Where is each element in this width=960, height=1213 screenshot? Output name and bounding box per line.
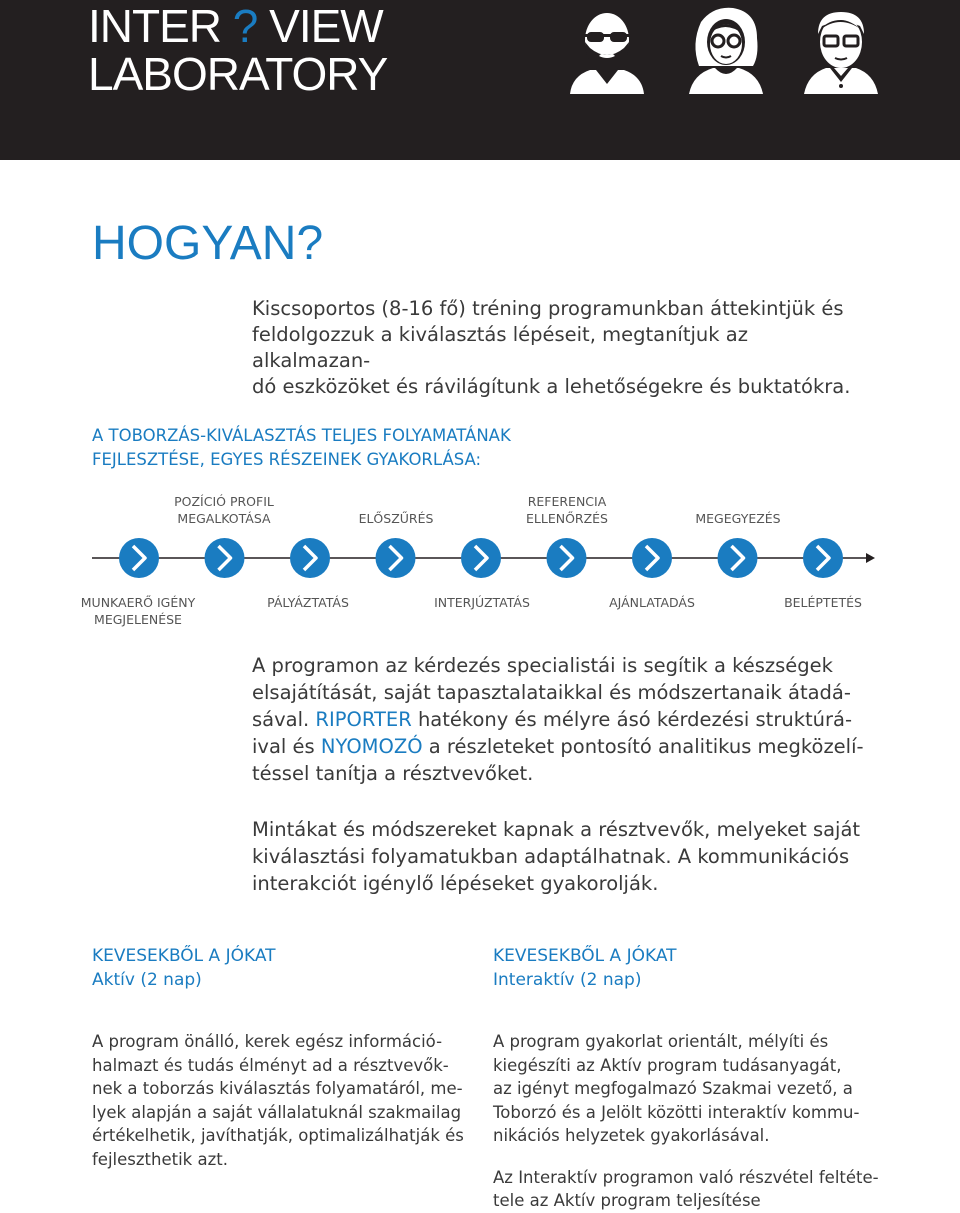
- description-line: A program gyakorlat orientált, mélyíti és: [493, 1032, 829, 1051]
- program-heading: KEVESEKBŐL A JÓKAT: [92, 946, 276, 966]
- step-label-munkaero-igeny: [53, 594, 223, 628]
- step-label-line: BELÉPTETÉS: [784, 595, 862, 610]
- description-line: A program önálló, kerek egész információ-: [92, 1032, 443, 1051]
- step-label-interjuztatas: [397, 594, 567, 611]
- intro-line: Kiscsoportos (8-16 fő) tréning programunkban áttekintjük és: [252, 297, 844, 320]
- paragraph-line: kiválasztási folyamatukban adaptálhatnak. A kommunikációs: [252, 845, 850, 868]
- paragraph-line: téssel tanítja a résztvevőket.: [252, 762, 534, 785]
- paragraph-text: ival és: [252, 735, 315, 758]
- paragraph-line: [252, 733, 872, 760]
- program-aktiv: [92, 944, 482, 1171]
- step-label-line: AJÁNLATADÁS: [609, 595, 695, 610]
- chevron-right-icon: [205, 538, 245, 578]
- step-label-palyaztatas: [223, 594, 393, 611]
- step-label-referencia: [482, 493, 652, 527]
- chevron-right-icon: [632, 538, 672, 578]
- description-line: tele az Aktív program teljesítése: [493, 1191, 761, 1210]
- description-line: halmazt és tudás élményt ad a résztvevők-: [92, 1055, 449, 1075]
- riporter-highlight: RIPORTER: [315, 708, 412, 731]
- description-line: kiegészíti az Aktív program tudásanyagát,: [493, 1055, 842, 1075]
- description-line: fejleszthetik azt.: [92, 1149, 228, 1169]
- chevron-right-icon: [547, 538, 587, 578]
- intro-paragraph: [252, 296, 872, 400]
- step-label-line: MEGALKOTÁSA: [177, 511, 271, 526]
- paragraph-line: A programon az kérdezés specialistái is segítik a készségek: [252, 654, 833, 677]
- timeline-arrowhead-icon: [866, 553, 875, 563]
- step-label-line: REFERENCIA: [527, 494, 607, 509]
- paragraph-text: a részleteket pontosító analitikus megközelí-: [428, 735, 864, 758]
- step-label-ajanlatadas: [567, 594, 737, 611]
- step-label-line: MUNKAERŐ IGÉNY: [80, 595, 196, 610]
- specialists-paragraph: [252, 652, 872, 787]
- program-requirement: [493, 1166, 883, 1213]
- woman-glasses-icon: [685, 4, 767, 94]
- man-glasses-collar-icon: [800, 4, 882, 94]
- description-line: lyek alapján a saját vállalatuknál szakmailag: [92, 1102, 462, 1122]
- intro-line: feldolgozzuk a kiválasztás lépéseit, megtanítjuk az alkalmazan-: [252, 323, 748, 372]
- program-description: [92, 1030, 482, 1171]
- page-title: HOGYAN?: [92, 217, 324, 270]
- description-line: értékelhetik, javíthatják, optimalizálhatják és: [92, 1126, 464, 1145]
- paragraph-line: Mintákat és módszereket kapnak a résztvevők, melyeket saját: [252, 818, 861, 841]
- chevron-right-icon: [803, 538, 843, 578]
- logo[interactable]: [88, 2, 387, 98]
- bearded-man-sunglasses-icon: [566, 4, 648, 94]
- program-heading: KEVESEKBŐL A JÓKAT: [493, 946, 677, 966]
- description-line: az igényt megfogalmazó Szakmai vezető, a: [493, 1079, 853, 1098]
- header-bar: [0, 0, 960, 160]
- paragraph-text: sával.: [252, 708, 310, 731]
- description-line: Toborzó és a Jelölt közötti interaktív kommu-: [493, 1102, 860, 1122]
- logo-inter: INTER: [88, 0, 221, 52]
- process-subtitle: [92, 424, 511, 472]
- logo-view: VIEW: [269, 0, 383, 52]
- step-label-line: POZÍCIÓ PROFIL: [174, 494, 274, 509]
- program-description: [493, 1030, 883, 1148]
- description-line: nek a toborzás kiválasztás folyamatáról, me-: [92, 1079, 463, 1098]
- logo-line-1: [88, 2, 387, 50]
- step-label-line: MEGJELENÉSE: [94, 612, 182, 627]
- logo-question-mark: ?: [232, 0, 258, 52]
- subtitle-line: A TOBORZÁS-KIVÁLASZTÁS TELJES FOLYAMATÁNAK: [92, 426, 511, 445]
- program-interaktiv: [493, 944, 883, 1213]
- step-label-line: INTERJÚZTATÁS: [434, 595, 530, 610]
- program-subheading: Aktív (2 nap): [92, 970, 202, 990]
- description-line: Az Interaktív programon való részvétel feltéte-: [493, 1167, 879, 1187]
- chevron-right-icon: [290, 538, 330, 578]
- description-line: nikációs helyzetek gyakorlásával.: [493, 1126, 770, 1145]
- step-label-beleptetes: [738, 594, 908, 611]
- methods-paragraph: [252, 816, 872, 897]
- paragraph-line: elsajátítását, saját tapasztalataikkal és módszertanaik átadá-: [252, 681, 851, 704]
- program-subheading: Interaktív (2 nap): [493, 970, 642, 990]
- step-label-pozicio-profil: [139, 493, 309, 527]
- chevron-right-icon: [461, 538, 501, 578]
- chevron-right-icon: [119, 538, 159, 578]
- step-label-line: PÁLYÁZTATÁS: [267, 595, 349, 610]
- subtitle-line: FEJLESZTÉSE, EGYES RÉSZEINEK GYAKORLÁSA:: [92, 450, 482, 469]
- step-label-line: ELLENŐRZÉS: [526, 511, 608, 526]
- step-label-line: MEGEGYEZÉS: [695, 511, 781, 526]
- nyomozo-highlight: NYOMOZÓ: [320, 735, 423, 758]
- step-label-eloszures: [311, 493, 481, 527]
- paragraph-line: interakciót igénylő lépéseket gyakorolják.: [252, 872, 659, 895]
- logo-line-2: LABORATORY: [88, 48, 388, 100]
- step-label-line: ELŐSZŰRÉS: [358, 511, 434, 526]
- paragraph-text: hatékony és mélyre ásó kérdezési struktúrá-: [417, 708, 852, 731]
- step-label-line: [653, 493, 823, 510]
- chevron-right-icon: [718, 538, 758, 578]
- paragraph-line: [252, 706, 872, 733]
- step-label-line: [311, 493, 481, 510]
- chevron-right-icon: [376, 538, 416, 578]
- process-timeline: [0, 536, 960, 580]
- intro-line: dó eszközöket és rávilágítunk a lehetőségekre és buktatókra.: [252, 375, 851, 398]
- step-label-megegyezes: [653, 493, 823, 527]
